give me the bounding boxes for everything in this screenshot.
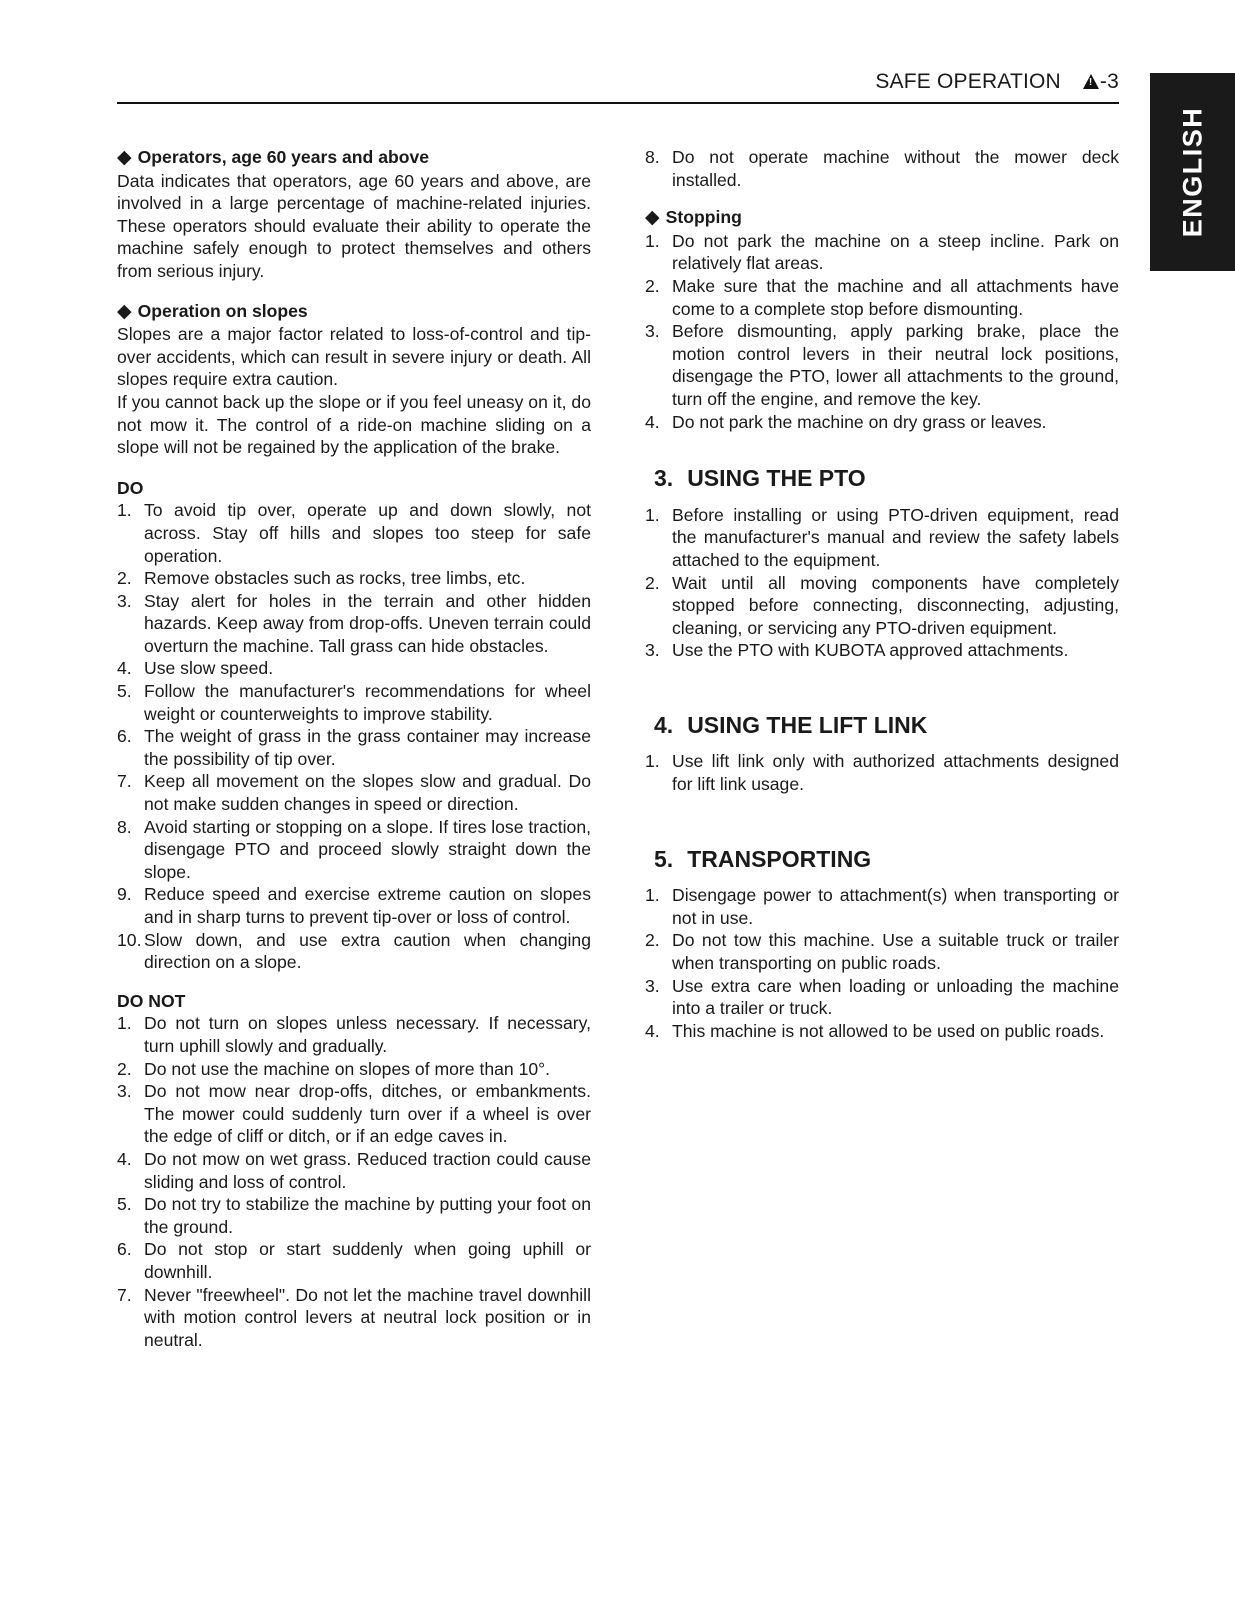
list-item (117, 929, 591, 974)
list-item-text: To avoid tip over, operate up and down slowly, not across. Stay off hills and slopes too steep for safe operation. (144, 500, 591, 566)
list-item (117, 590, 591, 658)
list-item-text: Slow down, and use extra caution when changing direction on a slope. (144, 929, 591, 973)
list-item-number: 5. (117, 681, 132, 702)
list-item-number: 6. (117, 726, 132, 747)
diamond-bullet-icon: ◆ (645, 207, 660, 229)
list-item-number: 2. (117, 1058, 132, 1079)
list-item-number: 3. (645, 321, 660, 342)
list-item-number: 4. (645, 411, 660, 432)
list-item-text: Do not operate machine without the mower deck installed. (672, 147, 1119, 190)
list-item-number: 2. (645, 275, 660, 296)
list-item-number: 6. (117, 1239, 132, 1260)
list-item-text: Before installing or using PTO-driven equipment, read the manufacturer's manual and review the safety labels attached to the equipment. (672, 504, 1119, 570)
list-item-text: Remove obstacles such as rocks, tree limbs, etc. (144, 568, 526, 589)
left-column (117, 146, 591, 1351)
stopping-heading-text: Stopping (665, 207, 742, 228)
list-item-number: 4. (117, 1148, 132, 1169)
stopping-list (645, 230, 1119, 433)
right-column (645, 146, 1119, 1042)
list-item-text: Disengage power to attachment(s) when transporting or not in use. (672, 885, 1119, 928)
list-item (117, 1284, 591, 1352)
section-title-text: TRANSPORTING (687, 845, 872, 872)
list-item-number: 3. (117, 590, 132, 611)
list-item-text: Follow the manufacturer's recommendations for wheel weight or counterweights to improve stability. (144, 681, 591, 724)
list-item-number: 1. (117, 500, 132, 521)
page-num: -3 (1099, 70, 1119, 93)
pto-section-heading (645, 467, 1119, 490)
language-tab-label: ENGLISH (1177, 106, 1207, 238)
list-item-number: 5. (117, 1194, 132, 1215)
list-item-number: 1. (117, 1013, 132, 1034)
list-item-text: Do not park the machine on a steep incline. Park on relatively flat areas. (672, 230, 1119, 274)
list-item-number: 2. (117, 568, 132, 589)
lift-link-section-heading (645, 711, 1119, 738)
list-item (117, 499, 591, 567)
list-item-number: 9. (117, 884, 132, 905)
warning-triangle-icon (1083, 74, 1099, 89)
list-item (117, 1058, 591, 1081)
list-item-text: Keep all movement on the slopes slow and gradual. Do not make sudden changes in speed or direction. (144, 771, 591, 815)
seniors-heading (117, 146, 591, 170)
list-item-text: Use lift link only with authorized attachments designed for lift link usage. (672, 751, 1119, 795)
page-header (117, 64, 1119, 104)
slopes-paragraph-1: Slopes are a major factor related to loss-of-control and tip-over accidents, which can result in severe injury or death. All slopes require extra caution. (117, 324, 591, 390)
list-item-text: Do not turn on slopes unless necessary. If necessary, turn uphill slowly and gradually. (144, 1013, 591, 1056)
list-item (117, 1193, 591, 1238)
list-item (645, 572, 1119, 640)
list-item-text: This machine is not allowed to be used on public roads. (672, 1020, 1105, 1041)
list-item-text: Do not mow on wet grass. Reduced traction could cause sliding and loss of control. (144, 1148, 591, 1192)
section-number: 4. (654, 711, 674, 738)
seniors-paragraph: Data indicates that operators, age 60 years and above, are involved in a large percentage of machine-related injuries. These operators should evaluate their ability to operate the machine safely enough to protect themselves and others from serious injury. (117, 170, 591, 281)
do-label: DO (117, 477, 144, 498)
language-tab (1150, 73, 1235, 271)
list-item-text: Do not use the machine on slopes of more than 10°. (144, 1058, 551, 1079)
list-item-number: 1. (645, 230, 660, 251)
list-item (645, 275, 1119, 320)
list-item-text: Do not park the machine on dry grass or leaves. (672, 411, 1047, 432)
list-item-text: Stay alert for holes in the terrain and other hidden hazards. Keep away from drop-offs. Uneven terrain could overturn the machine. Tall grass can hide obstacles. (144, 590, 591, 656)
section-number: 5. (654, 845, 674, 872)
list-item-number: 8. (117, 816, 132, 837)
list-item (117, 725, 591, 770)
list-item-text: Make sure that the machine and all attachments have come to a complete stop before dismounting. (672, 275, 1119, 319)
list-item-number: 1. (645, 885, 660, 906)
list-item (645, 639, 1119, 662)
stopping-heading (645, 206, 1119, 230)
transporting-section-heading (645, 845, 1119, 872)
list-item-number: 2. (645, 572, 660, 593)
list-item (117, 1080, 591, 1148)
list-item-text: Use extra care when loading or unloading the machine into a trailer or truck. (672, 975, 1119, 1019)
page-number (1083, 70, 1119, 94)
pto-list (645, 504, 1119, 662)
section-title-text: USING THE LIFT LINK (687, 711, 928, 738)
diamond-bullet-icon: ◆ (117, 147, 132, 168)
list-item (117, 816, 591, 884)
seniors-heading-text: Operators, age 60 years and above (137, 147, 430, 167)
list-item-number: 8. (645, 147, 660, 167)
do-list (117, 499, 591, 973)
list-item (645, 411, 1119, 434)
list-item (117, 770, 591, 815)
list-item-number: 3. (645, 640, 660, 661)
list-item-number: 7. (117, 771, 132, 792)
list-item (117, 883, 591, 928)
list-item (645, 1020, 1119, 1043)
diamond-bullet-icon: ◆ (117, 300, 132, 322)
list-item (117, 1238, 591, 1283)
list-item-text: Wait until all moving components have completely stopped before connecting, disconnecting, adjusting, cleaning, or servicing any PTO-driven equipment. (672, 572, 1119, 638)
list-item-text: Use the PTO with KUBOTA approved attachments. (672, 640, 1069, 661)
list-item-text: The weight of grass in the grass container may increase the possibility of tip over. (144, 726, 591, 769)
list-item-text: Do not mow near drop-offs, ditches, or embankments. The mower could suddenly turn over if a wheel is over the edge of cliff or ditch, or if an edge caves in. (144, 1081, 591, 1147)
header-text (875, 70, 1119, 94)
list-item-text: Use slow speed. (144, 658, 274, 679)
list-item (117, 1148, 591, 1193)
list-item-text: Do not tow this machine. Use a suitable truck or trailer when transporting on public roads. (672, 930, 1119, 974)
list-item-number: 1. (645, 751, 660, 772)
list-item (645, 929, 1119, 974)
list-item-number: 3. (117, 1081, 132, 1102)
list-item-number: 4. (117, 658, 132, 679)
list-item-number: 4. (645, 1020, 660, 1041)
list-item (645, 975, 1119, 1020)
list-item (645, 750, 1119, 795)
slopes-continued-list (645, 146, 1119, 191)
list-item-text: Avoid starting or stopping on a slope. If tires lose traction, disengage PTO and proceed slowly straight down the slope. (144, 816, 591, 882)
list-item (117, 567, 591, 590)
list-item-number: 1. (645, 504, 660, 525)
list-item-text: Reduce speed and exercise extreme caution on slopes and in sharp turns to prevent tip-over or loss of control. (144, 884, 591, 927)
list-item (117, 657, 591, 680)
list-item-number: 3. (645, 975, 660, 996)
transporting-list (645, 884, 1119, 1042)
do-not-list (117, 1012, 591, 1351)
list-item (645, 504, 1119, 572)
list-item-text: Before dismounting, apply parking brake, place the motion control levers in their neutral lock positions, disengage the PTO, lower all attachments to the ground, turn off the engine, and remove the key. (672, 321, 1119, 409)
do-not-label: DO NOT (117, 990, 186, 1011)
lift-link-list (645, 750, 1119, 795)
slopes-paragraph-2: If you cannot back up the slope or if you feel uneasy on it, do not mow it. The control of a ride-on machine sliding on a slope will not be regained by the application of the brake. (117, 391, 591, 458)
list-item-text: Do not try to stabilize the machine by putting your foot on the ground. (144, 1194, 591, 1237)
list-item-text: Never "freewheel". Do not let the machine travel downhill with motion control levers at neutral lock position or in neutral. (144, 1284, 591, 1350)
list-item-number: 2. (645, 930, 660, 951)
slopes-heading (117, 300, 591, 324)
section-number: 3. (654, 465, 674, 492)
list-item-number: 7. (117, 1284, 132, 1305)
list-item (645, 320, 1119, 410)
list-item (117, 680, 591, 725)
list-item (645, 230, 1119, 275)
section-title-text: USING THE PTO (687, 465, 866, 492)
section-title: SAFE OPERATION (875, 70, 1061, 93)
slopes-heading-text: Operation on slopes (137, 300, 308, 321)
list-item-text: Do not stop or start suddenly when going uphill or downhill. (144, 1239, 591, 1282)
list-item-number: 10. (117, 929, 142, 950)
list-item (117, 1012, 591, 1057)
list-item (645, 146, 1119, 191)
list-item (645, 884, 1119, 929)
